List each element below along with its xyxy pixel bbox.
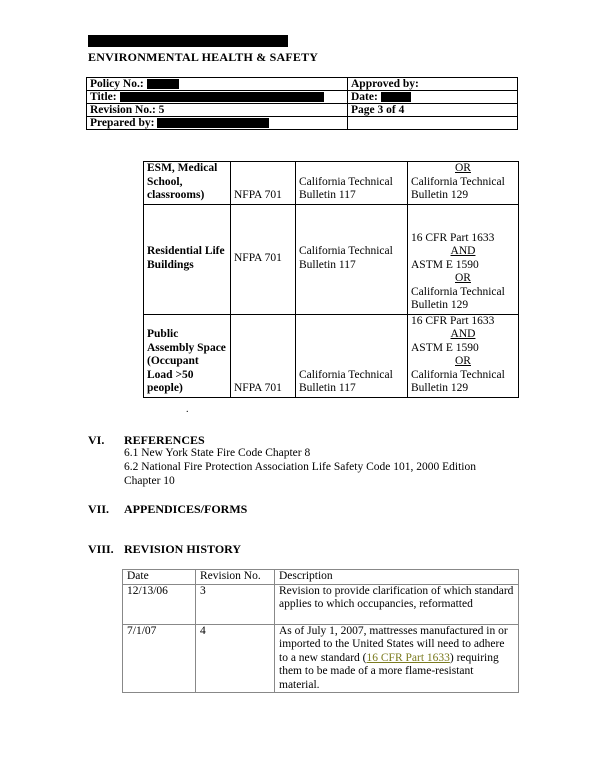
mattress-standard-cell [408, 204, 519, 314]
table-row [144, 162, 519, 205]
policy-header-table [86, 77, 518, 130]
revision-date-cell: 7/1/07 [123, 624, 196, 693]
standard-cell: NFPA 701 [231, 204, 296, 314]
revision-history-table [122, 569, 519, 693]
section-title-references: REFERENCES [124, 433, 205, 447]
redacted-title [120, 92, 324, 102]
description-text: As of July 1, 2007, mattresses manufactured in or imported to the United States will need to adhere to a new standard ( [279, 624, 508, 664]
flame-retardant-standards-table [143, 161, 519, 398]
revision-number-cell: 3 [196, 584, 275, 624]
table-row [123, 584, 519, 624]
table-row [144, 314, 519, 397]
mattress-standard-text: 16 CFR Part 1633 [411, 314, 495, 327]
description-text: ) requiring them to be made of a more flame-resistant material. [279, 651, 499, 691]
column-header-description: Description [275, 570, 519, 585]
location-cell: ESM, Medical School, classrooms) [144, 162, 231, 205]
location-cell: Public Assembly Space (Occupant Load >50 people) [144, 314, 231, 397]
or-label: OR [455, 355, 471, 367]
reference-item: Chapter 10 [124, 475, 175, 487]
redacted-preparer [157, 118, 269, 128]
standard-cell: NFPA 701 [231, 314, 296, 397]
redacted-date [381, 92, 411, 102]
cfr-1633-link[interactable]: 16 CFR Part 1633 [366, 651, 450, 664]
furniture-standard-cell: California Technical Bulletin 117 [296, 314, 408, 397]
title-cell [87, 91, 348, 104]
revision-number-cell: 4 [196, 624, 275, 693]
revision-description-cell: Revision to provide clarification of which standard applies to which occupancies, reformatted [275, 584, 519, 624]
revision-date-cell: 12/13/06 [123, 584, 196, 624]
mattress-standard-cell [408, 314, 519, 397]
and-label: AND [450, 245, 476, 257]
or-label: OR [455, 162, 471, 174]
page-number-cell: Page 3 of 4 [348, 104, 518, 117]
column-header-date: Date [123, 570, 196, 585]
empty-cell [348, 117, 518, 130]
prepared-by-cell [87, 117, 348, 130]
mattress-standard-cell [408, 162, 519, 205]
redacted-organization-name [88, 35, 288, 47]
reference-item: 6.2 National Fire Protection Association Life Safety Code 101, 2000 Edition [124, 461, 476, 473]
mattress-standard-text: ASTM E 1590 [411, 341, 479, 354]
reference-item: 6.1 New York State Fire Code Chapter 8 [124, 447, 311, 459]
mattress-standard-text: California Technical Bulletin 129 [411, 175, 505, 201]
or-label: OR [455, 272, 471, 284]
section-title-appendices: APPENDICES/FORMS [124, 502, 248, 516]
section-number-vii: VII. [88, 502, 110, 516]
date-cell [348, 91, 518, 104]
policy-number-cell [87, 78, 348, 91]
table-row [144, 204, 519, 314]
section-number-viii: VIII. [88, 542, 114, 556]
location-cell: Residential Life Buildings [144, 204, 231, 314]
section-number-vi: VI. [88, 433, 105, 447]
mattress-standard-text: California Technical Bulletin 129 [411, 285, 505, 311]
mattress-standard-text: California Technical Bulletin 129 [411, 368, 505, 394]
column-header-revision: Revision No. [196, 570, 275, 585]
date-label: Date: [351, 91, 378, 103]
revision-description-cell [275, 624, 519, 693]
stray-dot: . [186, 404, 189, 415]
and-label: AND [450, 328, 476, 340]
furniture-standard-cell: California Technical Bulletin 117 [296, 204, 408, 314]
table-row [123, 624, 519, 693]
mattress-standard-text: 16 CFR Part 1633 [411, 231, 495, 244]
prepared-by-label: Prepared by: [90, 117, 155, 129]
revision-number-cell: Revision No.: 5 [87, 104, 348, 117]
approved-by-cell: Approved by: [348, 78, 518, 91]
furniture-standard-cell: California Technical Bulletin 117 [296, 162, 408, 205]
standard-cell: NFPA 701 [231, 162, 296, 205]
section-title-revision-history: REVISION HISTORY [124, 542, 242, 556]
table-header-row [123, 570, 519, 585]
redacted-policy-number [147, 79, 179, 89]
department-title: ENVIRONMENTAL HEALTH & SAFETY [88, 50, 319, 64]
title-label: Title: [90, 91, 117, 103]
policy-number-label: Policy No.: [90, 78, 144, 90]
mattress-standard-text: ASTM E 1590 [411, 258, 479, 271]
